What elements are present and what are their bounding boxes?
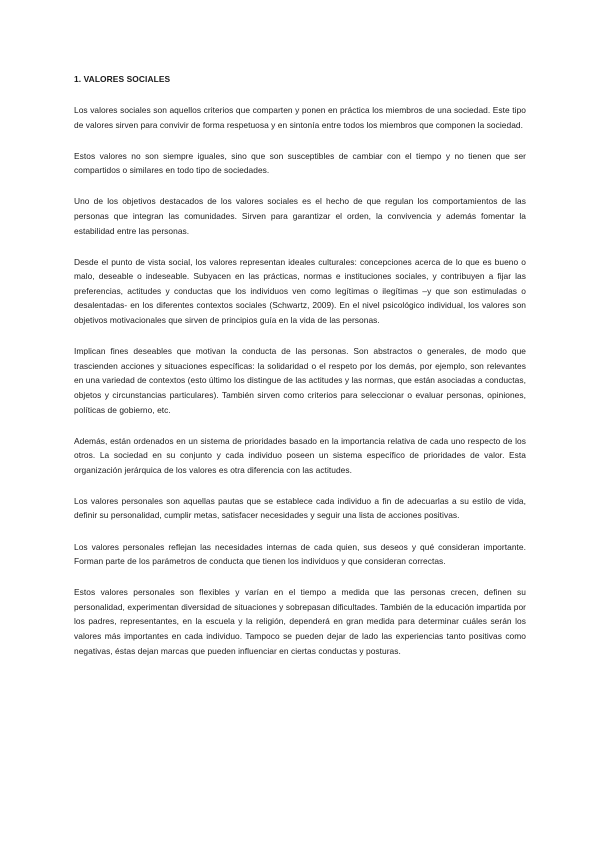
paragraph-8: Los valores personales reflejan las necesidades internas de cada quien, sus deseos y qué consideran importante. Forman parte de los parámetros de conducta que tienen los individuos y que consideran correctas.	[74, 541, 526, 567]
paragraph-5: Implican fines deseables que motivan la conducta de las personas. Son abstractos o generales, de modo que trascienden acciones y situaciones específicas: la solidaridad o el respeto por los demás, por ejemplo, son relevantes en una variedad de contextos (esto último los distingue de las actitudes y las normas, que están asociadas a conductas, objetos y circunstancias particulares). También sirven como criterios para seleccionar o evaluar personas, opiniones, políticas de gobierno, etc.	[74, 346, 526, 415]
paragraph-3: Uno de los objetivos destacados de los valores sociales es el hecho de que regulan los comportamientos de las personas que integran las comunidades. Sirven para garantizar el orden, la convivencia y además fomentar la estabilidad entre las personas.	[74, 196, 526, 236]
section-heading: 1. VALORES SOCIALES	[74, 74, 171, 84]
paragraph-4: Desde el punto de vista social, los valores representan ideales culturales: concepciones acerca de lo que es bueno o malo, deseable o indeseable. Subyacen en las prácticas, normas e instituciones sociales, y contribuyen a fijar las preferencias, actitudes y conductas que los individuos ven como legítimas o ilegítimas –y que son estimuladas o desalentadas- en los diferentes contextos sociales (Schwartz, 2009). En el nivel psicológico individual, los valores son objetivos motivacionales que sirven de principios guía en la vida de las personas.	[74, 256, 526, 326]
paragraph-2: Estos valores no son siempre iguales, sino que son susceptibles de cambiar con el tiempo y no tienen que ser compartidos o similares en todo tipo de sociedades.	[74, 150, 526, 176]
paragraph-1: Los valores sociales son aquellos criterios que comparten y ponen en práctica los miembros de una sociedad. Este tipo de valores sirven para convivir de forma respetuosa y en sintonía entre todos los miembros que componen la sociedad.	[74, 105, 526, 130]
document-page	[74, 72, 526, 675]
paragraph-9: Estos valores personales son flexibles y varían en el tiempo a medida que las personas crecen, definen su personalidad, experimentan diversidad de situaciones y sobrepasan dificultades. También de la educación impartida por los padres, representantes, en la escuela y la religión, dependerá en gran medida para determinar cuáles serán los valores más importantes en cada individuo. Tampoco se pueden dejar de lado las experiencias tanto positivas como negativas, éstas dejan marcas que pueden influenciar en ciertas conductas y posturas.	[74, 587, 526, 656]
paragraph-7: Los valores personales son aquellas pautas que se establece cada individuo a fin de adecuarlas a su estilo de vida, definir su personalidad, cumplir metas, satisfacer necesidades y seguir una lista de acciones positivas.	[74, 495, 526, 521]
paragraph-6: Además, están ordenados en un sistema de prioridades basado en la importancia relativa de cada uno respecto de los otros. La sociedad en su conjunto y cada individuo poseen un sistema específico de prioridades de valor. Esta organización jerárquica de los valores es otra diferencia con las actitudes.	[74, 435, 526, 475]
